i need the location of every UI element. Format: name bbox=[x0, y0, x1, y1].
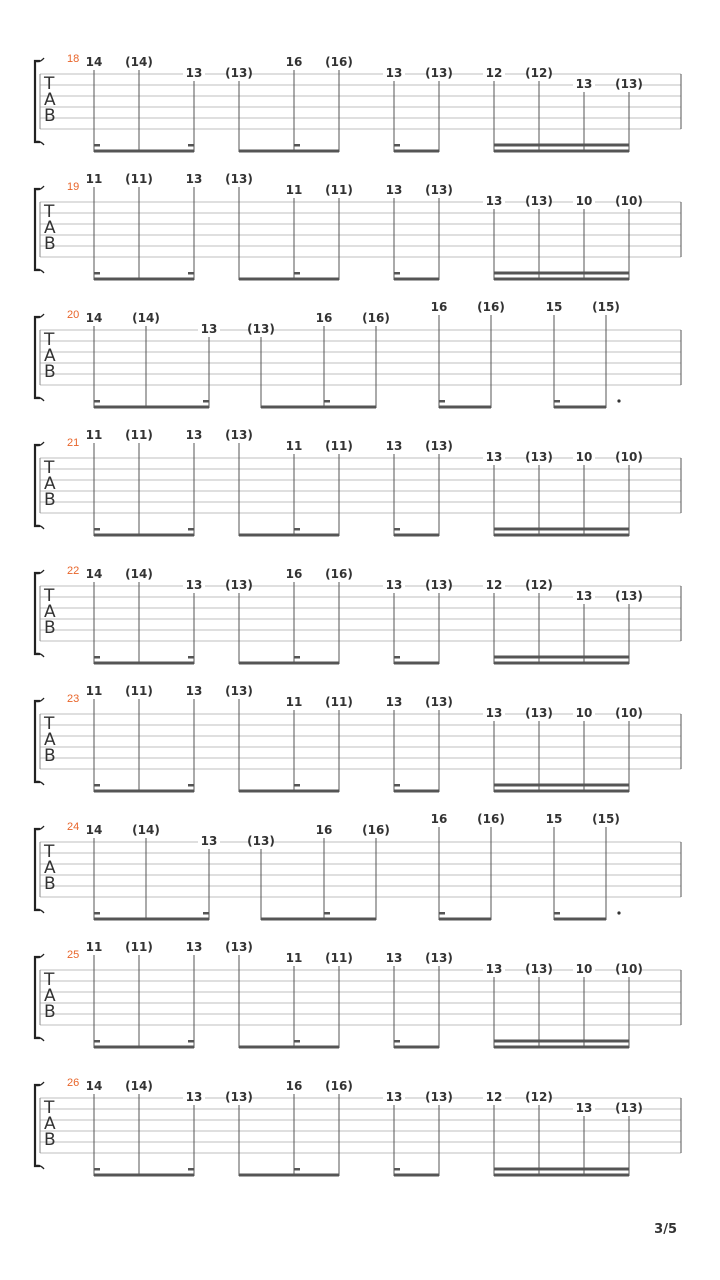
bracket-hook-bottom bbox=[35, 141, 44, 145]
bracket-hook-bottom bbox=[35, 781, 44, 785]
staff-bracket bbox=[35, 1085, 40, 1166]
beam-stub bbox=[188, 272, 194, 275]
beam-stub bbox=[188, 656, 194, 659]
beam-stub bbox=[188, 1040, 194, 1043]
fret-number: (13) bbox=[425, 183, 453, 197]
beam bbox=[439, 918, 491, 921]
staff-bracket bbox=[35, 317, 40, 398]
fret-number: (11) bbox=[325, 439, 353, 453]
fret-number: 11 bbox=[85, 428, 103, 442]
fret-number: (11) bbox=[325, 695, 353, 709]
fret-number: 15 bbox=[545, 812, 563, 826]
beam-stub bbox=[188, 528, 194, 531]
bracket-hook-bottom bbox=[35, 909, 44, 913]
fret-number: 13 bbox=[385, 951, 403, 965]
beam-stub bbox=[324, 912, 330, 915]
fret-number: 16 bbox=[315, 823, 333, 837]
fret-number: (14) bbox=[132, 311, 160, 325]
dot-marker bbox=[617, 911, 620, 914]
fret-number: 14 bbox=[85, 55, 103, 69]
beam-stub bbox=[94, 784, 100, 787]
tab-clef-letter: B bbox=[44, 874, 56, 894]
beam-stub bbox=[394, 1040, 400, 1043]
fret-number: 13 bbox=[185, 578, 203, 592]
beam-stub bbox=[94, 400, 100, 403]
staff-system bbox=[35, 683, 681, 793]
staff-system bbox=[35, 565, 681, 665]
beam-stub bbox=[394, 1168, 400, 1171]
fret-number: 13 bbox=[185, 172, 203, 186]
fret-number: (13) bbox=[225, 66, 253, 80]
fret-number: (16) bbox=[362, 311, 390, 325]
beam-stub bbox=[294, 1168, 300, 1171]
beam-stub bbox=[188, 784, 194, 787]
measure-number: 20 bbox=[67, 309, 80, 321]
bracket-hook-bottom bbox=[35, 525, 44, 529]
tab-clef-letter: B bbox=[44, 746, 56, 766]
measure-number: 21 bbox=[67, 437, 80, 449]
fret-number: (13) bbox=[225, 1090, 253, 1104]
tab-clef-letter: B bbox=[44, 1130, 56, 1150]
fret-number: (16) bbox=[477, 812, 505, 826]
fret-number: 14 bbox=[85, 567, 103, 581]
beam bbox=[494, 534, 629, 537]
tab-clef-letter: T bbox=[44, 970, 55, 990]
fret-number: 13 bbox=[575, 77, 593, 91]
measure-number: 26 bbox=[67, 1077, 80, 1089]
fret-number: (13) bbox=[225, 172, 253, 186]
beam bbox=[239, 1174, 339, 1177]
staff-bracket bbox=[35, 573, 40, 654]
beam bbox=[261, 406, 376, 409]
tab-clef-letter: B bbox=[44, 490, 56, 510]
beam-stub bbox=[188, 1168, 194, 1171]
beam-stub bbox=[94, 1168, 100, 1171]
beam bbox=[394, 534, 439, 537]
fret-number: 16 bbox=[285, 567, 303, 581]
fret-number: (16) bbox=[325, 1079, 353, 1093]
fret-number: 10 bbox=[575, 706, 593, 720]
fret-number: 14 bbox=[85, 311, 103, 325]
fret-number: (11) bbox=[125, 428, 153, 442]
staff-bracket bbox=[35, 189, 40, 270]
fret-number: 12 bbox=[485, 1090, 503, 1104]
fret-number: (13) bbox=[225, 428, 253, 442]
tab-clef-letter: A bbox=[44, 986, 56, 1006]
fret-number: 13 bbox=[185, 684, 203, 698]
beam-stub bbox=[94, 144, 100, 147]
beam-stub bbox=[554, 912, 560, 915]
fret-number: 13 bbox=[185, 940, 203, 954]
fret-number: 16 bbox=[430, 300, 448, 314]
beam-stub bbox=[394, 784, 400, 787]
tab-clef-letter: A bbox=[44, 90, 56, 110]
fret-number: (16) bbox=[325, 567, 353, 581]
tab-clef-letter: A bbox=[44, 346, 56, 366]
fret-number: (13) bbox=[425, 695, 453, 709]
fret-number: 13 bbox=[185, 428, 203, 442]
measure-number: 23 bbox=[67, 693, 80, 705]
tab-clef-letter: T bbox=[44, 842, 55, 862]
tab-clef-letter: T bbox=[44, 330, 55, 350]
fret-number: (15) bbox=[592, 812, 620, 826]
tab-clef-letter: A bbox=[44, 218, 56, 238]
beam-stub bbox=[324, 400, 330, 403]
fret-number: 11 bbox=[85, 684, 103, 698]
bracket-hook-top bbox=[35, 1082, 44, 1086]
dot-marker bbox=[617, 399, 620, 402]
beam bbox=[394, 1046, 439, 1049]
fret-number: (13) bbox=[525, 450, 553, 464]
fret-number: (13) bbox=[225, 578, 253, 592]
fret-number: (10) bbox=[615, 962, 643, 976]
staff-system bbox=[35, 811, 681, 921]
beam bbox=[94, 790, 194, 793]
tab-clef-letter: T bbox=[44, 202, 55, 222]
fret-number: (12) bbox=[525, 66, 553, 80]
beam bbox=[394, 150, 439, 153]
beam-stub bbox=[203, 912, 209, 915]
fret-number: (13) bbox=[615, 77, 643, 91]
fret-number: 16 bbox=[285, 55, 303, 69]
beam bbox=[239, 534, 339, 537]
beam bbox=[94, 278, 194, 281]
fret-number: 13 bbox=[575, 1101, 593, 1115]
beam bbox=[94, 1046, 194, 1049]
bracket-hook-top bbox=[35, 58, 44, 62]
fret-number: 13 bbox=[185, 66, 203, 80]
beam-stub bbox=[394, 272, 400, 275]
fret-number: 11 bbox=[85, 172, 103, 186]
fret-number: 12 bbox=[485, 578, 503, 592]
beam-stub bbox=[94, 656, 100, 659]
fret-number: 13 bbox=[385, 1090, 403, 1104]
beam bbox=[494, 662, 629, 665]
bracket-hook-bottom bbox=[35, 269, 44, 273]
beam bbox=[94, 662, 194, 665]
beam-secondary bbox=[494, 144, 629, 147]
beam-stub bbox=[203, 400, 209, 403]
beam-secondary bbox=[494, 528, 629, 531]
staff-system bbox=[35, 427, 681, 537]
bracket-hook-top bbox=[35, 570, 44, 574]
beam bbox=[494, 278, 629, 281]
beam-secondary bbox=[494, 272, 629, 275]
tab-clef-letter: B bbox=[44, 1002, 56, 1022]
tab-clef-letter: T bbox=[44, 586, 55, 606]
fret-number: 11 bbox=[85, 940, 103, 954]
fret-number: (14) bbox=[125, 1079, 153, 1093]
beam-stub bbox=[394, 144, 400, 147]
bracket-hook-bottom bbox=[35, 1165, 44, 1169]
beam-secondary bbox=[494, 1040, 629, 1043]
fret-number: (16) bbox=[325, 55, 353, 69]
fret-number: (10) bbox=[615, 194, 643, 208]
beam-stub bbox=[94, 272, 100, 275]
fret-number: 13 bbox=[385, 695, 403, 709]
bracket-hook-bottom bbox=[35, 653, 44, 657]
beam bbox=[239, 1046, 339, 1049]
beam-stub bbox=[294, 784, 300, 787]
beam-stub bbox=[394, 656, 400, 659]
fret-number: (14) bbox=[132, 823, 160, 837]
fret-number: 11 bbox=[285, 695, 303, 709]
fret-number: (13) bbox=[525, 194, 553, 208]
fret-number: (16) bbox=[477, 300, 505, 314]
staff-system bbox=[35, 939, 681, 1049]
beam bbox=[94, 150, 194, 153]
beam-secondary bbox=[494, 1168, 629, 1171]
fret-number: (13) bbox=[525, 962, 553, 976]
fret-number: 16 bbox=[285, 1079, 303, 1093]
bracket-hook-bottom bbox=[35, 1037, 44, 1041]
beam-stub bbox=[394, 528, 400, 531]
fret-number: 15 bbox=[545, 300, 563, 314]
bracket-hook-top bbox=[35, 826, 44, 830]
fret-number: 11 bbox=[285, 439, 303, 453]
fret-number: 10 bbox=[575, 962, 593, 976]
fret-number: 10 bbox=[575, 450, 593, 464]
fret-number: 13 bbox=[385, 66, 403, 80]
fret-number: 13 bbox=[485, 962, 503, 976]
fret-number: 13 bbox=[485, 450, 503, 464]
beam-stub bbox=[294, 272, 300, 275]
tab-clef-letter: B bbox=[44, 234, 56, 254]
staff-bracket bbox=[35, 829, 40, 910]
fret-number: (13) bbox=[225, 940, 253, 954]
tab-clef-letter: A bbox=[44, 858, 56, 878]
tab-clef-letter: T bbox=[44, 1098, 55, 1118]
fret-number: (12) bbox=[525, 1090, 553, 1104]
staff-system bbox=[35, 299, 681, 409]
fret-number: (13) bbox=[247, 834, 275, 848]
fret-number: 11 bbox=[285, 183, 303, 197]
staff-system bbox=[35, 171, 681, 281]
fret-number: 16 bbox=[430, 812, 448, 826]
measure-number: 25 bbox=[67, 949, 80, 961]
fret-number: (11) bbox=[125, 940, 153, 954]
staff-bracket bbox=[35, 957, 40, 1038]
tab-clef-letter: T bbox=[44, 458, 55, 478]
fret-number: 13 bbox=[200, 834, 218, 848]
beam bbox=[94, 534, 194, 537]
beam-stub bbox=[94, 912, 100, 915]
beam bbox=[394, 662, 439, 665]
beam bbox=[239, 790, 339, 793]
beam-stub bbox=[439, 400, 445, 403]
beam-stub bbox=[188, 144, 194, 147]
fret-number: (13) bbox=[525, 706, 553, 720]
tab-clef-letter: B bbox=[44, 106, 56, 126]
fret-number: (13) bbox=[425, 439, 453, 453]
beam bbox=[239, 662, 339, 665]
bracket-hook-top bbox=[35, 698, 44, 702]
beam bbox=[261, 918, 376, 921]
measure-number: 19 bbox=[67, 181, 80, 193]
fret-number: (13) bbox=[225, 684, 253, 698]
tab-clef-letter: T bbox=[44, 74, 55, 94]
staff-system bbox=[35, 53, 681, 153]
fret-number: 14 bbox=[85, 1079, 103, 1093]
fret-number: 10 bbox=[575, 194, 593, 208]
fret-number: (11) bbox=[125, 172, 153, 186]
beam-stub bbox=[294, 144, 300, 147]
beam-stub bbox=[294, 528, 300, 531]
fret-number: (12) bbox=[525, 578, 553, 592]
fret-number: 13 bbox=[385, 578, 403, 592]
fret-number: 13 bbox=[575, 589, 593, 603]
tab-clef-letter: A bbox=[44, 730, 56, 750]
fret-number: 14 bbox=[85, 823, 103, 837]
tab-clef-letter: B bbox=[44, 362, 56, 382]
beam-secondary bbox=[494, 784, 629, 787]
beam bbox=[494, 150, 629, 153]
staff-bracket bbox=[35, 445, 40, 526]
tab-clef-letter: T bbox=[44, 714, 55, 734]
fret-number: (10) bbox=[615, 706, 643, 720]
measure-number: 24 bbox=[67, 821, 80, 833]
fret-number: (13) bbox=[247, 322, 275, 336]
tab-clef-letter: B bbox=[44, 618, 56, 638]
tab-clef-letter: A bbox=[44, 474, 56, 494]
fret-number: (15) bbox=[592, 300, 620, 314]
fret-number: 13 bbox=[485, 194, 503, 208]
fret-number: 11 bbox=[285, 951, 303, 965]
beam bbox=[94, 406, 209, 409]
measure-number: 22 bbox=[67, 565, 80, 577]
fret-number: (13) bbox=[425, 951, 453, 965]
fret-number: (16) bbox=[362, 823, 390, 837]
measure-number: 18 bbox=[67, 53, 80, 65]
fret-number: 13 bbox=[385, 439, 403, 453]
beam bbox=[394, 1174, 439, 1177]
beam-stub bbox=[554, 400, 560, 403]
beam-secondary bbox=[494, 656, 629, 659]
bracket-hook-top bbox=[35, 954, 44, 958]
beam-stub bbox=[94, 528, 100, 531]
beam-stub bbox=[94, 1040, 100, 1043]
fret-number: 13 bbox=[185, 1090, 203, 1104]
fret-number: (11) bbox=[325, 951, 353, 965]
page-number: 3/5 bbox=[654, 1222, 677, 1237]
fret-number: (11) bbox=[125, 684, 153, 698]
fret-number: (13) bbox=[615, 589, 643, 603]
beam bbox=[239, 150, 339, 153]
bracket-hook-top bbox=[35, 186, 44, 190]
fret-number: 13 bbox=[485, 706, 503, 720]
beam bbox=[439, 406, 491, 409]
beam bbox=[94, 918, 209, 921]
beam bbox=[494, 1046, 629, 1049]
fret-number: (13) bbox=[425, 578, 453, 592]
beam-stub bbox=[294, 656, 300, 659]
fret-number: (13) bbox=[425, 1090, 453, 1104]
fret-number: (10) bbox=[615, 450, 643, 464]
beam bbox=[494, 790, 629, 793]
beam bbox=[394, 790, 439, 793]
bracket-hook-top bbox=[35, 442, 44, 446]
tab-clef-letter: A bbox=[44, 1114, 56, 1134]
beam-stub bbox=[294, 1040, 300, 1043]
fret-number: 13 bbox=[385, 183, 403, 197]
fret-number: (14) bbox=[125, 567, 153, 581]
beam bbox=[239, 278, 339, 281]
fret-number: (13) bbox=[425, 66, 453, 80]
tab-clef-letter: A bbox=[44, 602, 56, 622]
staff-bracket bbox=[35, 701, 40, 782]
fret-number: (11) bbox=[325, 183, 353, 197]
fret-number: 13 bbox=[200, 322, 218, 336]
fret-number: 12 bbox=[485, 66, 503, 80]
staff-system bbox=[35, 1077, 681, 1177]
fret-number: (13) bbox=[615, 1101, 643, 1115]
beam bbox=[554, 918, 606, 921]
bracket-hook-bottom bbox=[35, 397, 44, 401]
fret-number: 16 bbox=[315, 311, 333, 325]
fret-number: (14) bbox=[125, 55, 153, 69]
beam-stub bbox=[439, 912, 445, 915]
beam bbox=[494, 1174, 629, 1177]
beam bbox=[94, 1174, 194, 1177]
staff-bracket bbox=[35, 61, 40, 142]
beam bbox=[394, 278, 439, 281]
beam bbox=[554, 406, 606, 409]
bracket-hook-top bbox=[35, 314, 44, 318]
